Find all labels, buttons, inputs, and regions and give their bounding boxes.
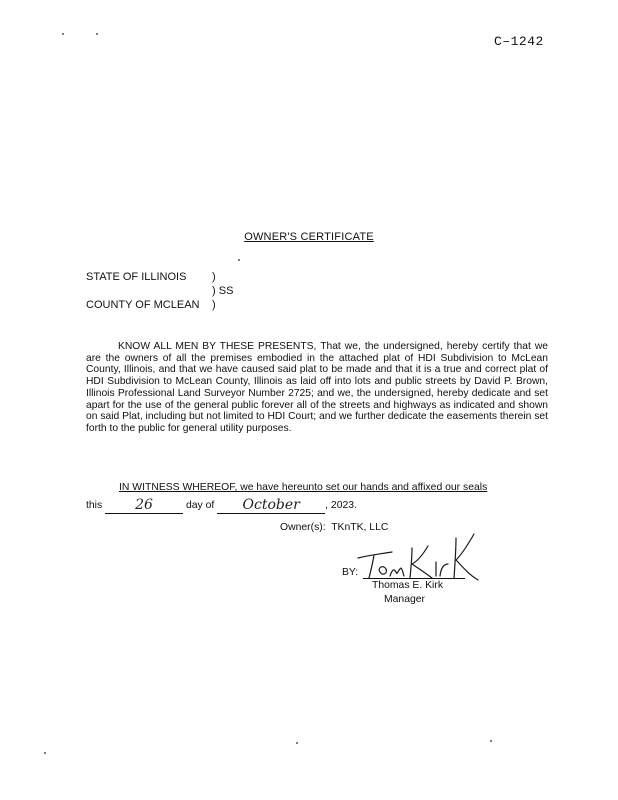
venue-ss: ) SS (212, 285, 234, 297)
scan-speck (44, 752, 46, 754)
witness-clause (119, 482, 487, 493)
day-handwritten: 26 (135, 497, 153, 513)
year-text: , 2023. (325, 500, 357, 511)
month-field (217, 497, 325, 514)
scan-speck (96, 33, 98, 35)
witness-date-line (86, 496, 357, 513)
scan-speck (62, 33, 64, 35)
venue-bracket-top: ) (212, 271, 216, 283)
this-label: this (86, 500, 103, 511)
witness-line: IN WITNESS WHEREOF, we have hereunto set our hands and affixed our seals (119, 482, 488, 493)
document-id: C–1242 (494, 34, 544, 49)
by-label: BY: (342, 567, 359, 578)
owner-name: TKnTK, LLC (331, 522, 389, 533)
county-label: COUNTY OF MCLEAN (86, 299, 200, 311)
day-field (105, 497, 183, 514)
venue-bracket-bottom: ) (212, 299, 216, 311)
signer-name: Thomas E. Kirk (372, 580, 444, 591)
scan-speck (296, 742, 298, 744)
scan-speck (238, 259, 240, 261)
month-handwritten: October (242, 497, 300, 513)
state-label: STATE OF ILLINOIS (86, 271, 187, 283)
scan-speck (490, 740, 492, 742)
certificate-body: KNOW ALL MEN BY THESE PRESENTS, That we, the undersigned, hereby certify that we are the owners of all the premises embodied in the attached plat of HDI Subdivision to McLean County, Illinois, and that we have caused said plat to be made and that it is a true and correct plat of HDI Subdivision to McLean County, Illinois as laid off into lots and public streets by David P. Brown, Illinois Professional Land Surveyor Number 2725; and we, the undersigned, hereby dedicate and set apart for the use of the general public forever all of the streets and highways as indicated and shown on said Plat, including but not limited to HDI Court; and we further dedicate the easements therein set forth to the public for general utility purposes. (86, 341, 548, 434)
handwritten-signature (352, 528, 482, 584)
signer-title: Manager (384, 594, 426, 605)
ss-label: SS (218, 285, 234, 297)
day-of-label: day of (185, 500, 215, 511)
page-title: OWNER'S CERTIFICATE (244, 231, 374, 243)
owners-label: Owner(s): (280, 522, 326, 533)
